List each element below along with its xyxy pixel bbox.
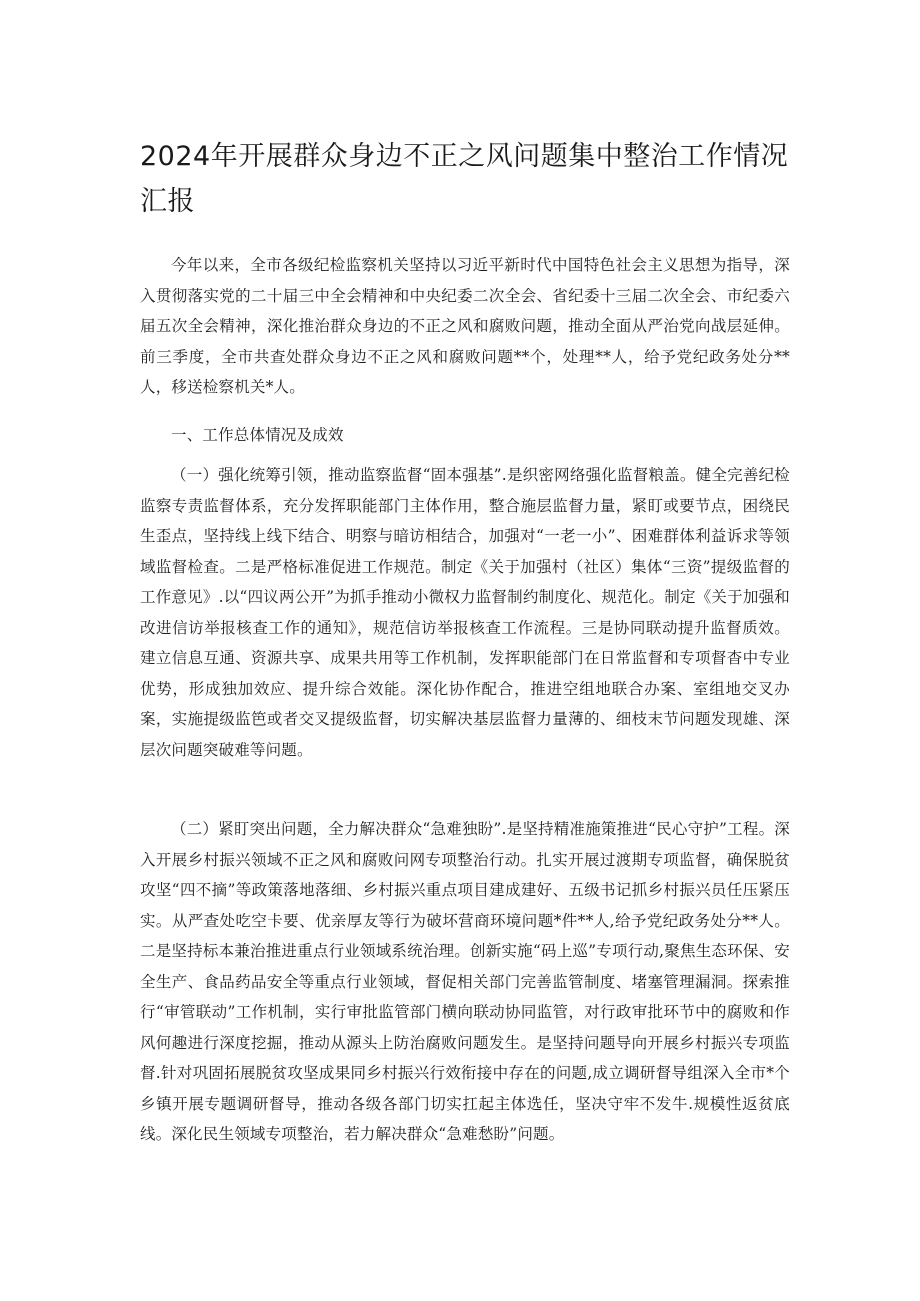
document-title: 2024年开展群众身边不正之风问题集中整治工作情况汇报 [140, 141, 789, 217]
intro-paragraph: 今年以来，全市各级纪检监察机关坚持以习近平新时代中国特色社会主义思想为指导，深入贯彻落实党的二十届三中全会精神和中央纪委二次全会、省纪委十三届二次全会、市纪委六届五次全会精神，深化推治群众身边的不正之风和腐败问题，推动全面从严治党向战层延伸。前三季度，全市共查处群众身边不正之风和腐败问题**个，处理**人，给予党纪政务处分**人，移送检察机关*人。 [140, 256, 790, 396]
section-heading: 一、工作总体情况及成效 [171, 426, 344, 444]
section-2-paragraph: （二）紧盯突出问题，全力解决群众“急难独盼”.是坚持精准施策推进“民心守护”工程。深入开展乡村振兴领域不正之风和腐败问网专项整治行动。扎实开展过渡期专项监督，确保脱贫攻坚“四不摘”等政策落地落细、乡村振兴重点项目建成建好、五级书记抓乡村振兴员任压紧压实。从严查处吃空卡要、优亲厚友等行为破坏营商环境问题*件**人,给予党纪政务处分**人。二是坚持标本兼治推进重点行业领域系统治理。创新实施“码上巡”专项行动,聚焦生态环保、安全生产、食品药品安全等重点行业领域，督促相关部门完善监管制度、堵塞管理漏洞。探索推行“审管联动”工作机制，实行审批监管部门横向联动协同监管，对行政审批环节中的腐败和作风何趣进行深度挖掘，推动从源头上防治腐败问题发生。是坚持问题导向开展乡村振兴专项监督.针对巩固拓展脱贫攻坚成果同乡村振兴行效衔接中存在的问题,成立调研督导组深入全市*个乡镇开展专题调研督导，推动各级各部门切实扛起主体选任，坚决守牢不发牛.规模性返贫底线。深化民生领域专项整治，若力解决群众“急难愁盼”问题。 [140, 820, 790, 1143]
section-1-paragraph: （一）强化统筹引领，推动监察监督“固本强基”.是织密网络强化监督粮盖。健全完善纪检监察专责监督体系，充分发挥职能部门主体作用，整合施层监督力量，紧盯或要节点，困绕民生歪点，坚持线上线下结合、明察与暗访相结合，加强对“一老一小”、困难群体利益诉求等领域监督检查。二是严格标准促进工作规范。制定《关于加强村（社区）集体“三资”提级监督的工作意见》.以“四议两公开”为抓手推动小微权力监督制约制度化、规范化。制定《关于加强和改进信访举报核查工作的通知》，规范信访举报核查工作流程。三是协同联动提升监督质效。建立信息互通、资源共享、成果共用等工作机制，发挥职能部门在日常监督和专项督杳中专业优势，形成独加效应、提升综合效能。深化协作配合，推进空组地联合办案、室组地交叉办案，实施提级监笆或者交叉提级监督，切实解决基层监督力量薄的、细枝末节问题发现雄、深层次问题突破难等问题。 [140, 466, 790, 759]
